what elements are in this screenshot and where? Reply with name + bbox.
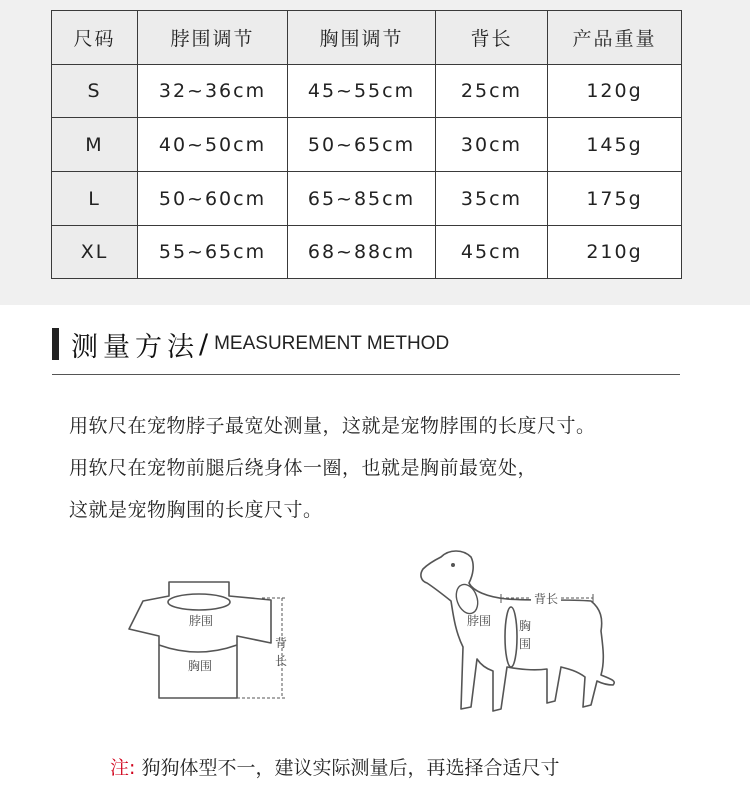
cell-weight: 175g (548, 172, 682, 226)
description-line: 用软尺在宠物前腿后绕身体一圈，也就是胸前最宽处， (69, 457, 538, 479)
cell-chest: 50~65cm (288, 118, 436, 172)
cell-size: XL (52, 226, 138, 279)
size-note (110, 753, 559, 780)
dog-chest-measure (505, 607, 517, 667)
header-neck: 脖围调节 (138, 11, 288, 65)
section-title-en: MEASUREMENT METHOD (214, 333, 450, 354)
cell-neck: 50~60cm (138, 172, 288, 226)
table-header-row (52, 11, 682, 65)
section-title-cn: 测量方法 (71, 331, 199, 363)
cell-neck: 40~50cm (138, 118, 288, 172)
cell-weight: 210g (548, 226, 682, 279)
header-back-length: 背长 (436, 11, 548, 65)
cell-back-length: 45cm (436, 226, 548, 279)
dog-eye (451, 563, 455, 567)
cell-weight: 120g (548, 65, 682, 118)
cell-chest: 45~55cm (288, 65, 436, 118)
section-title-slash: / (199, 328, 209, 360)
dog-neck-measure (452, 581, 481, 616)
size-table (51, 10, 682, 279)
header-chest: 胸围调节 (288, 11, 436, 65)
description-line: 这就是宠物胸围的长度尺寸。 (69, 499, 323, 521)
header-weight: 产品重量 (548, 11, 682, 65)
table-row (52, 65, 682, 118)
section-divider (52, 374, 680, 375)
cell-back-length: 35cm (436, 172, 548, 226)
title-accent-bar (52, 328, 59, 360)
header-size: 尺码 (52, 11, 138, 65)
table-row (52, 226, 682, 279)
cell-chest: 68~88cm (288, 226, 436, 279)
shirt-diagram (125, 575, 300, 705)
shirt-back-label-2: 长 (274, 654, 288, 668)
dog-back-length-label: 背长 (533, 592, 559, 606)
shirt-outline (129, 582, 271, 698)
dog-chest-label-1: 胸 (518, 619, 532, 633)
cell-size: L (52, 172, 138, 226)
description-line: 用软尺在宠物脖子最宽处测量，这就是宠物脖围的长度尺寸。 (69, 415, 596, 437)
shirt-neck-measure (168, 594, 230, 610)
cell-weight: 145g (548, 118, 682, 172)
section-title (52, 326, 449, 362)
cell-neck: 32~36cm (138, 65, 288, 118)
note-label: 注: (110, 757, 136, 779)
dog-chest-label-2: 围 (518, 637, 532, 651)
shirt-back-label-1: 背 (274, 636, 288, 650)
shirt-chest-measure (159, 645, 237, 652)
cell-neck: 55~65cm (138, 226, 288, 279)
cell-back-length: 30cm (436, 118, 548, 172)
dog-diagram (415, 547, 620, 722)
table-row (52, 172, 682, 226)
cell-chest: 65~85cm (288, 172, 436, 226)
table-row (52, 118, 682, 172)
dog-neck-label: 脖围 (466, 614, 492, 628)
shirt-chest-label: 胸围 (187, 659, 213, 673)
cell-back-length: 25cm (436, 65, 548, 118)
cell-size: S (52, 65, 138, 118)
shirt-neck-label: 脖围 (188, 614, 214, 628)
note-text: 狗狗体型不一，建议实际测量后，再选择合适尺寸 (141, 757, 560, 779)
cell-size: M (52, 118, 138, 172)
